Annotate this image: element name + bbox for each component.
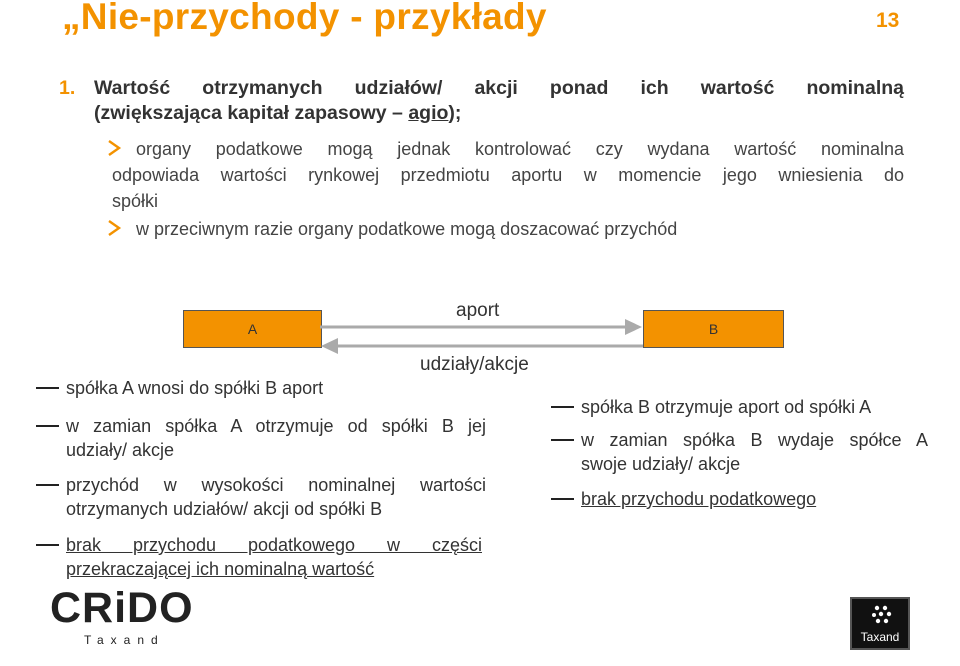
slide-title: „Nie-przychody - przykłady bbox=[62, 0, 547, 37]
arrow-label-aport: aport bbox=[456, 300, 500, 321]
dash-icon bbox=[36, 484, 59, 486]
bullet-control-row-2: odpowiada wartości rynkowej przedmiotu aportu w momencie jego wniesienia do bbox=[112, 165, 904, 185]
left-item-2 bbox=[66, 414, 486, 462]
left-item-3-row-2: otrzymanych udziałów/ akcji od spółki B bbox=[66, 499, 383, 519]
right-item-3-text: brak przychodu podatkowego bbox=[581, 489, 817, 509]
right-item-1 bbox=[581, 395, 871, 419]
right-item-2-row-1: w zamian spółka B wydaje spółce A bbox=[581, 430, 928, 450]
bullet-control-row-3: spółki bbox=[112, 191, 159, 211]
page-number: 13 bbox=[876, 9, 900, 32]
bullet-estimate-text: w przeciwnym razie organy podatkowe mogą doszacować przychód bbox=[136, 219, 678, 239]
point-1-line-2-suffix: ); bbox=[448, 102, 462, 124]
point-1-line-2-prefix: (zwiększająca kapitał zapasowy – bbox=[94, 102, 409, 124]
left-item-1 bbox=[66, 376, 323, 400]
right-item-2 bbox=[581, 428, 928, 476]
chevron-right-icon bbox=[106, 140, 122, 156]
arrow-label-shares: udziały/akcje bbox=[420, 354, 529, 375]
right-item-3 bbox=[581, 487, 816, 511]
point-1-line-1: Wartość otrzymanych udziałów/ akcji ponad ich wartość nominalną bbox=[94, 77, 904, 99]
company-a-box: A bbox=[183, 310, 322, 348]
right-item-2-row-2: swoje udziały/ akcje bbox=[581, 454, 741, 474]
chevron-right-icon bbox=[106, 220, 122, 236]
left-item-4-row-1: brak przychodu podatkowego w części bbox=[66, 535, 482, 555]
left-item-4 bbox=[66, 533, 482, 581]
dash-icon bbox=[36, 544, 59, 546]
left-item-2-row-1: w zamian spółka A otrzymuje od spółki B jej bbox=[66, 416, 486, 436]
company-b-box: B bbox=[643, 310, 784, 348]
bullet-estimate bbox=[136, 216, 677, 242]
bullet-control-row-1: organy podatkowe mogą jednak kontrolować czy wydana wartość nominalna bbox=[136, 139, 904, 159]
right-item-1-text: spółka B otrzymuje aport od spółki A bbox=[581, 397, 872, 417]
left-item-2-row-2: udziały/ akcje bbox=[66, 440, 175, 460]
point-1-line-2 bbox=[94, 101, 461, 126]
taxand-dots-icon bbox=[871, 604, 893, 626]
crido-logo-wordmark: CRiDO bbox=[50, 584, 194, 632]
agio-link: agio bbox=[408, 102, 449, 124]
crido-logo bbox=[50, 584, 200, 646]
taxand-logo bbox=[850, 597, 910, 650]
dash-icon bbox=[551, 498, 574, 500]
dash-icon bbox=[551, 406, 574, 408]
bullet-control bbox=[112, 136, 904, 214]
left-item-3 bbox=[66, 473, 486, 521]
left-item-1-text: spółka A wnosi do spółki B aport bbox=[66, 378, 324, 398]
crido-logo-subtitle: Taxand bbox=[84, 633, 165, 647]
dash-icon bbox=[36, 425, 59, 427]
point-1-number: 1. bbox=[59, 77, 76, 99]
left-item-3-row-1: przychód w wysokości nominalnej wartości bbox=[66, 475, 486, 495]
dash-icon bbox=[36, 387, 59, 389]
left-item-4-row-2: przekraczającej ich nominalną wartość bbox=[66, 559, 375, 579]
taxand-logo-text: Taxand bbox=[860, 630, 900, 644]
dash-icon bbox=[551, 439, 574, 441]
